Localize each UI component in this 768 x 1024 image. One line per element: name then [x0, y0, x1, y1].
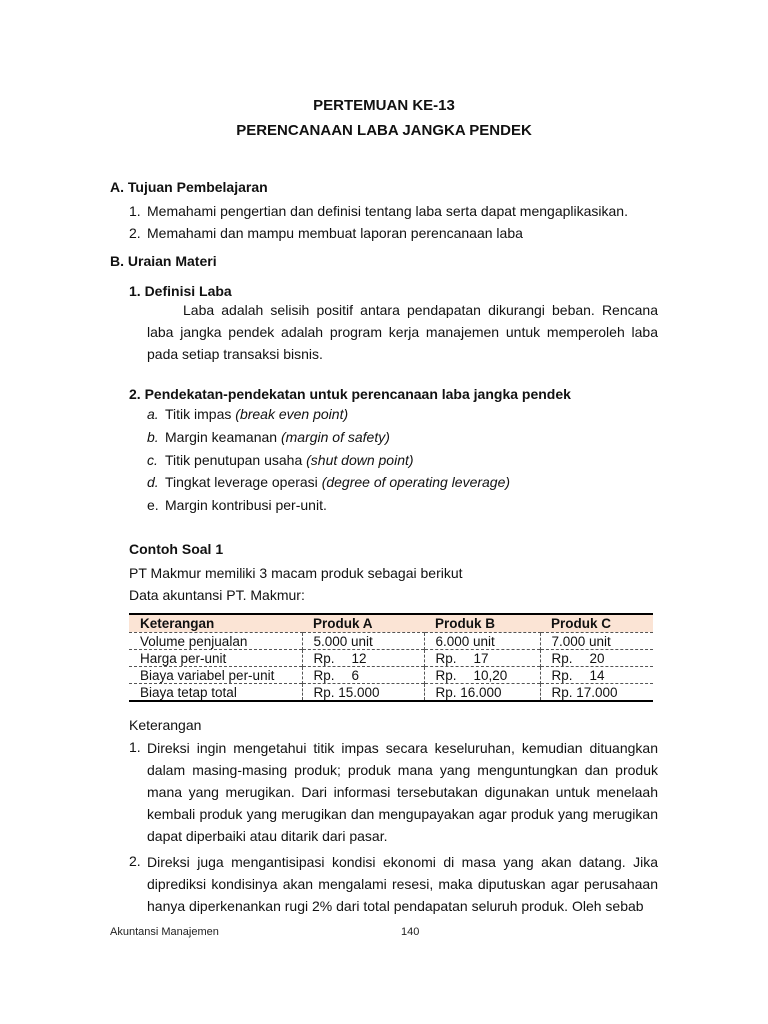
example-intro: PT Makmur memiliki 3 macam produk sebagai berikut [129, 565, 463, 581]
currency-label: Rp. [313, 650, 335, 666]
table-header-cell: Produk A [302, 614, 424, 633]
cell-value: 12 [351, 650, 367, 666]
currency-label: Rp. [313, 667, 335, 683]
currency-label: Rp. [551, 650, 573, 666]
note-paragraph-2: Direksi juga mengantisipasi kondisi ekonomi di masa yang akan datang. Jika diprediksi kondisinya akan mengalami resesi, maka diputuskan agar perusahaan hanya diperkenankan rugi 2% dari total pendapatan seluruh produk. Oleh sebab [147, 854, 658, 914]
approach-term: (margin of safety) [280, 429, 390, 445]
table-cell: Biaya variabel per-unit [129, 667, 302, 684]
approach-term: (break even point) [235, 406, 349, 422]
table-cell [424, 667, 540, 684]
table-header-cell: Produk B [424, 614, 540, 633]
table-cell: 7.000 unit [540, 633, 653, 650]
table-cell: Volume penjualan [129, 633, 302, 650]
approach-text: Margin kontribusi per-unit. [165, 497, 327, 513]
approach-text: Titik impas [165, 406, 236, 422]
section-b-heading: B. Uraian Materi [110, 253, 217, 269]
approach-label: b. [147, 429, 159, 445]
table-header-row [129, 614, 653, 633]
section-a-heading: A. Tujuan Pembelajaran [110, 179, 268, 195]
table-cell [424, 650, 540, 667]
currency-label: Rp. [435, 667, 457, 683]
approach-label: c. [147, 452, 158, 468]
note-number: 1. [129, 739, 141, 755]
note-number: 2. [129, 853, 141, 869]
currency-label: Rp. [551, 667, 573, 683]
approach-label: e. [147, 497, 159, 513]
product-data-table [129, 613, 653, 702]
approach-term: (shut down point) [306, 452, 414, 468]
cell-value: 17 [473, 650, 489, 666]
approach-item-e [147, 497, 327, 513]
table-cell: 5.000 unit [302, 633, 424, 650]
example-heading: Contoh Soal 1 [129, 541, 224, 557]
approach-label: d. [147, 474, 159, 490]
objective-text: Memahami pengertian dan definisi tentang laba serta dapat mengaplikasikan. [147, 203, 628, 219]
table-row [129, 667, 653, 684]
table-cell [540, 667, 653, 684]
definition-paragraph: Laba adalah selisih positif antara pendapatan dikurangi beban. Rencana laba jangka pendek adalah program kerja manajemen untuk memperoleh laba pada setiap transaksi bisnis. [147, 302, 658, 362]
table-header-cell: Keterangan [129, 614, 302, 633]
notes-heading: Keterangan [129, 717, 202, 733]
objective-text: Memahami dan mampu membuat laporan perencanaan laba [147, 225, 523, 241]
table-cell: Rp. 17.000 [540, 684, 653, 702]
table-cell: Biaya tetap total [129, 684, 302, 702]
footer-course-name: Akuntansi Manajemen [110, 926, 219, 938]
currency-label: Rp. [435, 650, 457, 666]
table-row [129, 650, 653, 667]
table-cell [540, 650, 653, 667]
table-header-cell: Produk C [540, 614, 653, 633]
approach-item-b [147, 429, 390, 445]
approach-item-c [147, 452, 414, 468]
objective-item-1 [129, 203, 628, 219]
approach-label: a. [147, 406, 159, 422]
page-subtitle: PERENCANAAN LABA JANGKA PENDEK [236, 122, 532, 139]
approach-item-d [147, 474, 510, 490]
approach-item-a [147, 406, 348, 422]
objective-item-2 [129, 225, 523, 241]
approach-text: Tingkat leverage operasi [165, 474, 322, 490]
table-cell: Rp. 15.000 [302, 684, 424, 702]
approach-text: Margin keamanan [165, 429, 281, 445]
table-cell [302, 667, 424, 684]
table-row [129, 684, 653, 702]
table-cell: Rp. 16.000 [424, 684, 540, 702]
example-data-caption: Data akuntansi PT. Makmur: [129, 587, 305, 603]
note-paragraph-1: Direksi ingin mengetahui titik impas secara keseluruhan, kemudian dituangkan dalam masing-masing produk; produk mana yang menguntungkan dan produk mana yang merugikan. Dari informasi tersebutakan digunakan untuk menelaah kembali produk yang merugikan dan mengupayakan agar produk yang merugikan dapat diperbaiki atau ditarik dari pasar. [147, 740, 658, 844]
subsection-1-heading: 1. Definisi Laba [129, 283, 232, 299]
table-cell [302, 650, 424, 667]
subsection-2-heading: 2. Pendekatan-pendekatan untuk perencanaan laba jangka pendek [129, 386, 571, 402]
cell-value: 10,20 [473, 667, 508, 683]
approach-term: (degree of operating leverage) [321, 474, 511, 490]
cell-value: 6 [351, 667, 360, 683]
cell-value: 20 [589, 650, 605, 666]
cell-value: 14 [589, 667, 605, 683]
page-number: 140 [401, 926, 420, 938]
table-cell: Harga per-unit [129, 650, 302, 667]
page-title: PERTEMUAN KE-13 [313, 97, 455, 114]
table-cell: 6.000 unit [424, 633, 540, 650]
table-row [129, 633, 653, 650]
approach-text: Titik penutupan usaha [165, 452, 307, 468]
objective-number: 2. [129, 225, 141, 241]
objective-number: 1. [129, 203, 141, 219]
